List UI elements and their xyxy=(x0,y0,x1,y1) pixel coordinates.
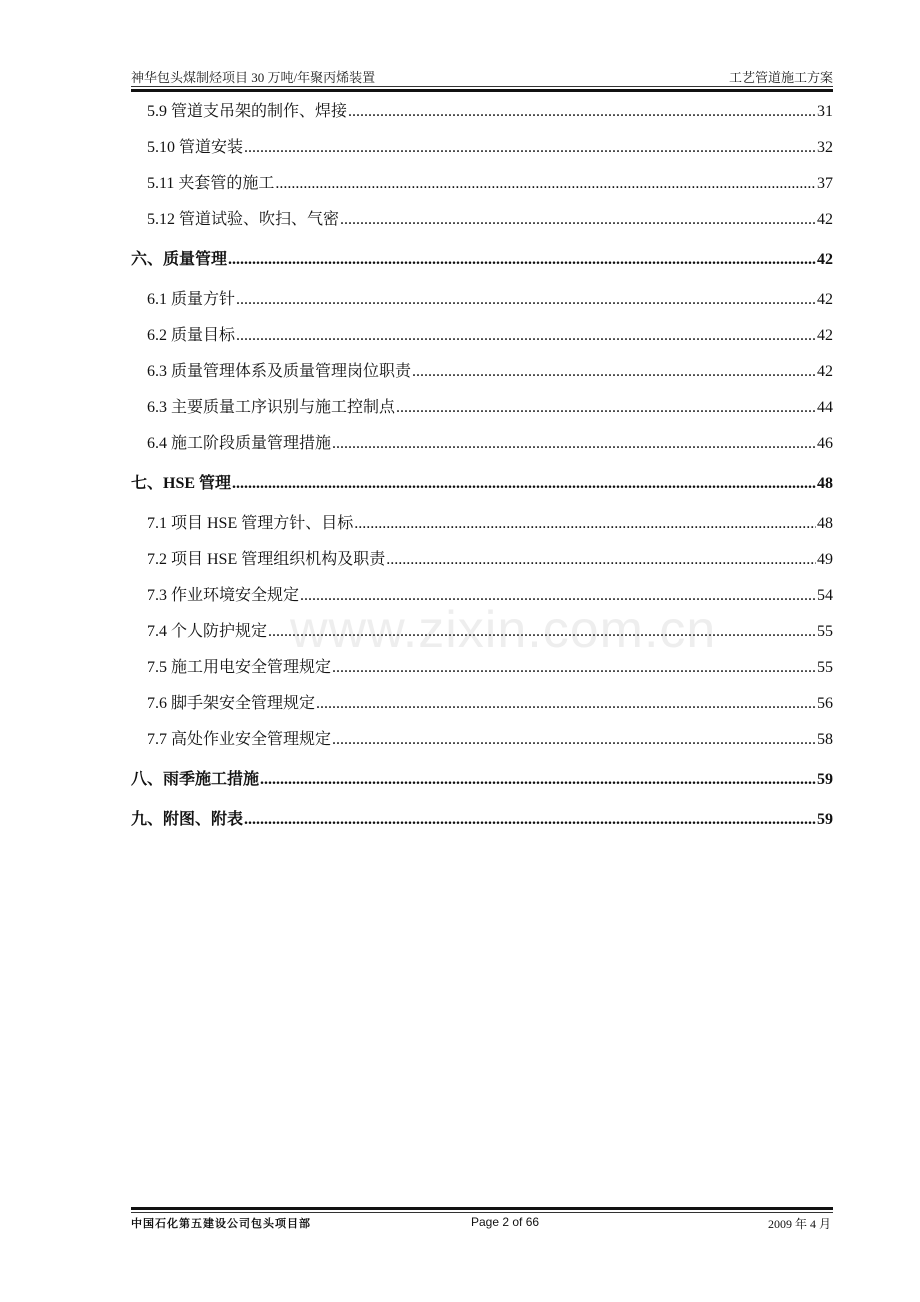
toc-entry-page: 58 xyxy=(817,731,833,748)
page-footer xyxy=(131,1215,833,1235)
toc-entry-title: 7.4 个人防护规定 xyxy=(147,623,268,640)
toc-section-entry[interactable] xyxy=(131,318,833,354)
toc-section-entry[interactable] xyxy=(131,166,833,202)
toc-entry-title: 5.11 夹套管的施工 xyxy=(147,175,275,192)
toc-section-entry[interactable] xyxy=(131,130,833,166)
toc-chapter-entry[interactable] xyxy=(131,762,833,798)
toc-section-entry[interactable] xyxy=(131,722,833,758)
toc-entry-page: 42 xyxy=(817,327,833,344)
toc-entry-title: 6.2 质量目标 xyxy=(147,327,236,344)
toc-entry-page: 42 xyxy=(817,251,833,268)
toc-dot-leader xyxy=(244,130,816,166)
toc-dot-leader xyxy=(354,506,816,542)
toc-section-entry[interactable] xyxy=(131,542,833,578)
toc-entry-page: 42 xyxy=(817,291,833,308)
toc-dot-leader xyxy=(332,426,816,462)
toc-dot-leader xyxy=(396,390,816,426)
toc-entry-page: 48 xyxy=(817,515,833,532)
toc-entry-page: 32 xyxy=(817,139,833,156)
watermark: www.zixin.com.cn xyxy=(290,601,717,659)
toc-entry-page: 59 xyxy=(817,811,833,828)
toc-entry-title: 6.3 主要质量工序识别与施工控制点 xyxy=(147,399,396,416)
header-document-title: 工艺管道施工方案 xyxy=(728,70,833,85)
toc-entry-title: 7.7 高处作业安全管理规定 xyxy=(147,731,332,748)
header-project-title: 神华包头煤制烃项目 30 万吨/年聚丙烯装置 xyxy=(131,70,376,85)
toc-entry-title: 5.10 管道安装 xyxy=(147,139,244,156)
page-header xyxy=(131,64,833,86)
toc-entry-title: 7.5 施工用电安全管理规定 xyxy=(147,659,332,676)
toc-entry-title: 6.3 质量管理体系及质量管理岗位职责 xyxy=(147,363,412,380)
toc-entry-title: 5.12 管道试验、吹扫、气密 xyxy=(147,211,340,228)
toc-entry-page: 59 xyxy=(817,771,833,788)
toc-entry-page: 56 xyxy=(817,695,833,712)
toc-dot-leader xyxy=(348,94,816,130)
toc-entry-page: 44 xyxy=(817,399,833,416)
toc-entry-page: 49 xyxy=(817,551,833,568)
footer-divider-thick xyxy=(131,1207,833,1210)
toc-entry-title: 6.1 质量方针 xyxy=(147,291,236,308)
toc-entry-page: 42 xyxy=(817,363,833,380)
toc-entry-page: 54 xyxy=(817,587,833,604)
toc-section-entry[interactable] xyxy=(131,426,833,462)
toc-entry-title: 7.3 作业环境安全规定 xyxy=(147,587,300,604)
toc-entry-title: 六、质量管理 xyxy=(131,251,228,268)
toc-dot-leader xyxy=(260,762,816,798)
toc-dot-leader xyxy=(236,318,816,354)
footer-page-number: Page 2 of 66 xyxy=(471,1215,540,1229)
toc-entry-page: 48 xyxy=(817,475,833,492)
toc-entry-page: 42 xyxy=(817,211,833,228)
header-divider-thin xyxy=(131,86,833,87)
toc-entry-page: 31 xyxy=(817,103,833,120)
toc-chapter-entry[interactable] xyxy=(131,242,833,278)
toc-dot-leader xyxy=(275,166,816,202)
toc-dot-leader xyxy=(332,722,816,758)
toc-dot-leader xyxy=(340,202,816,238)
toc-section-entry[interactable] xyxy=(131,390,833,426)
toc-entry-title: 九、附图、附表 xyxy=(131,811,244,828)
toc-section-entry[interactable] xyxy=(131,202,833,238)
toc-section-entry[interactable] xyxy=(131,354,833,390)
toc-entry-title: 七、HSE 管理 xyxy=(131,475,232,492)
table-of-contents xyxy=(131,94,833,838)
toc-dot-leader xyxy=(412,354,816,390)
toc-entry-title: 7.1 项目 HSE 管理方针、目标 xyxy=(147,515,354,532)
toc-chapter-entry[interactable] xyxy=(131,802,833,838)
toc-section-entry[interactable] xyxy=(131,282,833,318)
toc-dot-leader xyxy=(236,282,816,318)
footer-divider-thin xyxy=(131,1212,833,1213)
toc-entry-page: 55 xyxy=(817,659,833,676)
toc-dot-leader xyxy=(228,242,816,278)
toc-entry-title: 6.4 施工阶段质量管理措施 xyxy=(147,435,332,452)
toc-dot-leader xyxy=(386,542,816,578)
toc-entry-page: 55 xyxy=(817,623,833,640)
toc-entry-title: 7.6 脚手架安全管理规定 xyxy=(147,695,316,712)
header-divider-thick xyxy=(131,89,833,92)
toc-chapter-entry[interactable] xyxy=(131,466,833,502)
toc-entry-title: 八、雨季施工措施 xyxy=(131,771,260,788)
toc-entry-title: 5.9 管道支吊架的制作、焊接 xyxy=(147,103,348,120)
toc-entry-page: 37 xyxy=(817,175,833,192)
footer-date: 2009 年 4 月 xyxy=(767,1217,831,1231)
footer-company: 中国石化第五建设公司包头项目部 xyxy=(131,1217,311,1230)
toc-section-entry[interactable] xyxy=(131,686,833,722)
toc-dot-leader xyxy=(232,466,816,502)
toc-dot-leader xyxy=(244,802,816,838)
toc-dot-leader xyxy=(316,686,816,722)
toc-section-entry[interactable] xyxy=(131,94,833,130)
toc-entry-title: 7.2 项目 HSE 管理组织机构及职责 xyxy=(147,551,386,568)
toc-section-entry[interactable] xyxy=(131,506,833,542)
toc-entry-page: 46 xyxy=(817,435,833,452)
